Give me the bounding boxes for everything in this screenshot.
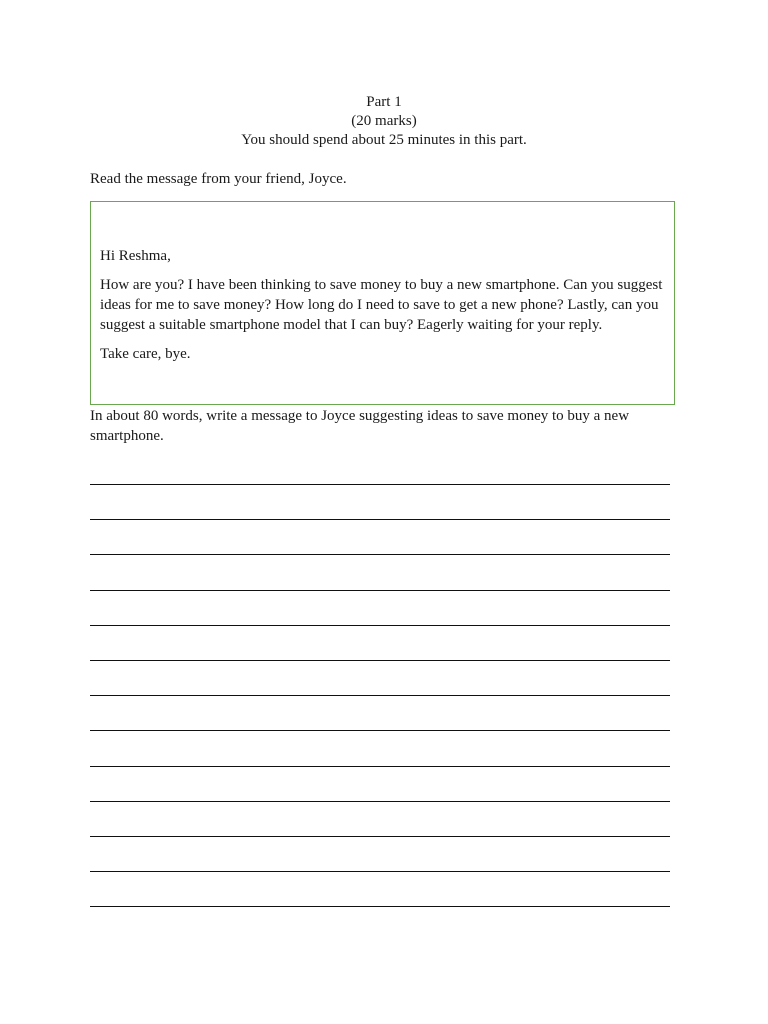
read-instruction: Read the message from your friend, Joyce.: [90, 171, 347, 187]
answer-line[interactable]: [90, 660, 670, 661]
time-instruction: You should spend about 25 minutes in this part.: [241, 132, 527, 148]
writing-task: In about 80 words, write a message to Joyce suggesting ideas to save money to buy a new smartphone.: [90, 408, 630, 444]
marks-label: (20 marks): [351, 113, 417, 129]
answer-line[interactable]: [90, 519, 670, 520]
answer-line[interactable]: [90, 554, 670, 555]
answer-line[interactable]: [90, 590, 670, 591]
answer-line[interactable]: [90, 871, 670, 872]
answer-line[interactable]: [90, 766, 670, 767]
message-body: How are you? I have been thinking to save money to buy a new smartphone. Can you suggest ideas for me to save money? How long do I need to save to get a new phone? Lastly, can you suggest a suitable smartphone model that I can buy? Eagerly waiting for your reply.: [100, 277, 663, 333]
part-header: [0, 93, 768, 150]
answer-line[interactable]: [90, 801, 670, 802]
part-title: Part 1: [366, 94, 402, 110]
message-box: [90, 201, 675, 405]
message-greeting: Hi Reshma,: [100, 248, 171, 264]
message-closing: Take care, bye.: [100, 346, 191, 362]
answer-line[interactable]: [90, 625, 670, 626]
answer-line[interactable]: [90, 695, 670, 696]
answer-line[interactable]: [90, 730, 670, 731]
answer-line[interactable]: [90, 484, 670, 485]
answer-line[interactable]: [90, 906, 670, 907]
answer-line[interactable]: [90, 836, 670, 837]
